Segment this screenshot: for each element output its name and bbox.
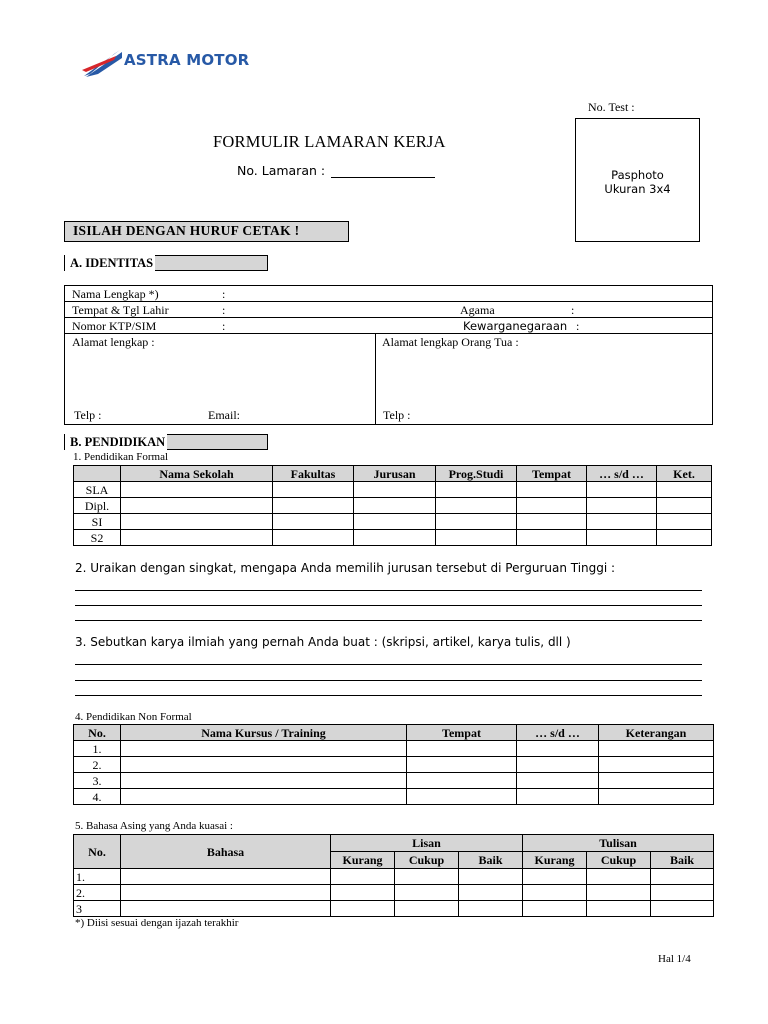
- row-label: SLA: [74, 482, 121, 498]
- column-header: Cukup: [395, 852, 459, 869]
- table-cell[interactable]: [331, 901, 395, 917]
- colon: :: [222, 303, 226, 317]
- table-row: [74, 498, 712, 514]
- table-cell[interactable]: [651, 885, 714, 901]
- table-cell[interactable]: [407, 741, 517, 757]
- table-cell[interactable]: [407, 757, 517, 773]
- column-header: Nama Kursus / Training: [121, 725, 407, 741]
- table-row: [74, 885, 714, 901]
- table-cell[interactable]: [121, 498, 273, 514]
- table-cell[interactable]: [273, 498, 354, 514]
- kewarganegaraan-label: Kewarganegaraan: [463, 319, 568, 333]
- table-cell[interactable]: [121, 530, 273, 546]
- table-cell[interactable]: [459, 869, 523, 885]
- row-label: S2: [74, 530, 121, 546]
- table-cell[interactable]: [121, 773, 407, 789]
- row-label: SI: [74, 514, 121, 530]
- row-label: 1.: [74, 869, 121, 885]
- table-cell[interactable]: [599, 757, 714, 773]
- table-cell[interactable]: [459, 885, 523, 901]
- nomor-ktp-label: Nomor KTP/SIM: [72, 319, 157, 333]
- row-label: 3.: [74, 773, 121, 789]
- table-cell[interactable]: [517, 482, 587, 498]
- column-header: Fakultas: [273, 466, 354, 482]
- identitas-section-title: A. IDENTITAS: [65, 255, 155, 271]
- table-cell[interactable]: [354, 514, 436, 530]
- pendidikan-section-header: [64, 434, 268, 450]
- column-header: Prog.Studi: [436, 466, 517, 482]
- table-row: [74, 482, 712, 498]
- telp-ortu-label: Telp :: [383, 408, 411, 422]
- table-cell[interactable]: [121, 482, 273, 498]
- colon: :: [222, 287, 226, 301]
- row-label: Dipl.: [74, 498, 121, 514]
- answer-line[interactable]: [75, 680, 702, 681]
- column-header-tulisan: Tulisan: [523, 835, 714, 852]
- table-row: [74, 757, 714, 773]
- table-cell[interactable]: [599, 741, 714, 757]
- table-cell[interactable]: [587, 869, 651, 885]
- column-header: Cukup: [587, 852, 651, 869]
- no-lamaran-label: No. Lamaran :: [237, 163, 326, 178]
- table-row: [74, 789, 714, 805]
- column-header: … s/d …: [517, 725, 599, 741]
- table-cell[interactable]: [587, 901, 651, 917]
- photo-placeholder-text: Pasphoto Ukuran 3x4: [604, 168, 671, 196]
- alamat-lengkap-label: Alamat lengkap :: [72, 335, 155, 349]
- column-header: [74, 466, 121, 482]
- nama-lengkap-label: Nama Lengkap *): [72, 287, 159, 301]
- table-cell[interactable]: [354, 498, 436, 514]
- column-header: Bahasa: [121, 835, 331, 869]
- table-cell[interactable]: [517, 741, 599, 757]
- table-cell[interactable]: [651, 869, 714, 885]
- table-cell[interactable]: [395, 901, 459, 917]
- pendidikan-section-title: B. PENDIDIKAN: [65, 434, 167, 450]
- table-cell[interactable]: [657, 514, 712, 530]
- language-table: [73, 834, 714, 917]
- table-cell[interactable]: [517, 514, 587, 530]
- table-cell[interactable]: [657, 498, 712, 514]
- divider: [64, 333, 713, 334]
- answer-line[interactable]: [75, 620, 702, 621]
- colon: :: [576, 319, 580, 333]
- answer-line[interactable]: [75, 605, 702, 606]
- table-cell[interactable]: [354, 482, 436, 498]
- column-header: Kurang: [523, 852, 587, 869]
- table-cell[interactable]: [517, 757, 599, 773]
- nonformal-label: 4. Pendidikan Non Formal: [75, 711, 192, 723]
- bahasa-label: 5. Bahasa Asing yang Anda kuasai :: [75, 820, 233, 832]
- table-cell[interactable]: [517, 530, 587, 546]
- table-cell[interactable]: [523, 869, 587, 885]
- answer-line[interactable]: [75, 590, 702, 591]
- table-cell[interactable]: [273, 482, 354, 498]
- table-row: [74, 901, 714, 917]
- row-label: 1.: [74, 741, 121, 757]
- table-cell[interactable]: [331, 885, 395, 901]
- alamat-ortu-label: Alamat lengkap Orang Tua :: [382, 335, 519, 349]
- table-cell[interactable]: [587, 885, 651, 901]
- table-cell[interactable]: [121, 901, 331, 917]
- table-cell[interactable]: [517, 773, 599, 789]
- table-header-row: [74, 835, 714, 852]
- column-header: Ket.: [657, 466, 712, 482]
- table-row: [74, 530, 712, 546]
- logo-text: ASTRA MOTOR: [124, 51, 250, 69]
- table-cell[interactable]: [395, 885, 459, 901]
- divider: [375, 333, 376, 425]
- email-label: Email:: [208, 408, 240, 422]
- row-label: 2.: [74, 885, 121, 901]
- table-row: [74, 869, 714, 885]
- table-cell[interactable]: [587, 498, 657, 514]
- column-header-lisan: Lisan: [331, 835, 523, 852]
- divider: [64, 301, 713, 302]
- table-cell[interactable]: [407, 773, 517, 789]
- table-cell[interactable]: [407, 789, 517, 805]
- tempat-tgl-lahir-label: Tempat & Tgl Lahir: [72, 303, 169, 317]
- table-row: [74, 514, 712, 530]
- column-header: … s/d …: [587, 466, 657, 482]
- column-header: Nama Sekolah: [121, 466, 273, 482]
- footnote: *) Diisi sesuai dengan ijazah terakhir: [75, 917, 239, 929]
- column-header: Tempat: [517, 466, 587, 482]
- table-cell[interactable]: [354, 530, 436, 546]
- table-cell[interactable]: [273, 514, 354, 530]
- table-cell[interactable]: [121, 885, 331, 901]
- agama-label: Agama: [460, 303, 495, 317]
- column-header: Tempat: [407, 725, 517, 741]
- table-cell[interactable]: [121, 757, 407, 773]
- column-header: Kurang: [331, 852, 395, 869]
- table-header-row: [74, 725, 714, 741]
- table-cell[interactable]: [436, 514, 517, 530]
- row-label: 3: [74, 901, 121, 917]
- column-header: Keterangan: [599, 725, 714, 741]
- answer-line[interactable]: [75, 664, 702, 665]
- table-cell[interactable]: [121, 789, 407, 805]
- identitas-section-header: [64, 255, 268, 271]
- question-3: 3. Sebutkan karya ilmiah yang pernah Anda buat : (skripsi, artikel, karya tulis, dll ): [75, 635, 571, 649]
- table-cell[interactable]: [523, 885, 587, 901]
- form-title: FORMULIR LAMARAN KERJA: [213, 132, 446, 151]
- table-cell[interactable]: [599, 773, 714, 789]
- table-row: [74, 741, 714, 757]
- nonformal-education-table: [73, 724, 714, 805]
- telp-label: Telp :: [74, 408, 102, 422]
- table-cell[interactable]: [273, 530, 354, 546]
- no-test-label: No. Test :: [588, 100, 635, 114]
- column-header: Baik: [651, 852, 714, 869]
- table-cell[interactable]: [121, 514, 273, 530]
- table-cell[interactable]: [651, 901, 714, 917]
- column-header: Baik: [459, 852, 523, 869]
- column-header: Jurusan: [354, 466, 436, 482]
- table-cell[interactable]: [121, 741, 407, 757]
- table-cell[interactable]: [587, 482, 657, 498]
- row-label: 2.: [74, 757, 121, 773]
- table-cell[interactable]: [459, 901, 523, 917]
- colon: :: [222, 319, 226, 333]
- table-cell[interactable]: [599, 789, 714, 805]
- table-cell[interactable]: [587, 514, 657, 530]
- formal-label: 1. Pendidikan Formal: [73, 451, 169, 463]
- table-cell[interactable]: [331, 869, 395, 885]
- column-header: No.: [74, 725, 121, 741]
- table-row: [74, 773, 714, 789]
- colon: :: [571, 303, 575, 317]
- question-2: 2. Uraikan dengan singkat, mengapa Anda memilih jurusan tersebut di Perguruan Tinggi :: [75, 561, 616, 575]
- table-cell[interactable]: [436, 530, 517, 546]
- table-header-row: [74, 466, 712, 482]
- no-lamaran-field[interactable]: [331, 177, 435, 178]
- answer-line[interactable]: [75, 695, 702, 696]
- column-header: No.: [74, 835, 121, 869]
- table-cell[interactable]: [587, 530, 657, 546]
- table-cell[interactable]: [657, 530, 712, 546]
- table-cell[interactable]: [436, 498, 517, 514]
- formal-education-table: [73, 465, 712, 546]
- table-cell[interactable]: [121, 869, 331, 885]
- row-label: 4.: [74, 789, 121, 805]
- table-cell[interactable]: [517, 498, 587, 514]
- instruction-banner: ISILAH DENGAN HURUF CETAK !: [64, 221, 349, 242]
- table-cell[interactable]: [657, 482, 712, 498]
- page-number: Hal 1/4: [658, 953, 691, 965]
- table-cell[interactable]: [436, 482, 517, 498]
- table-cell[interactable]: [395, 869, 459, 885]
- table-cell[interactable]: [517, 789, 599, 805]
- table-cell[interactable]: [523, 901, 587, 917]
